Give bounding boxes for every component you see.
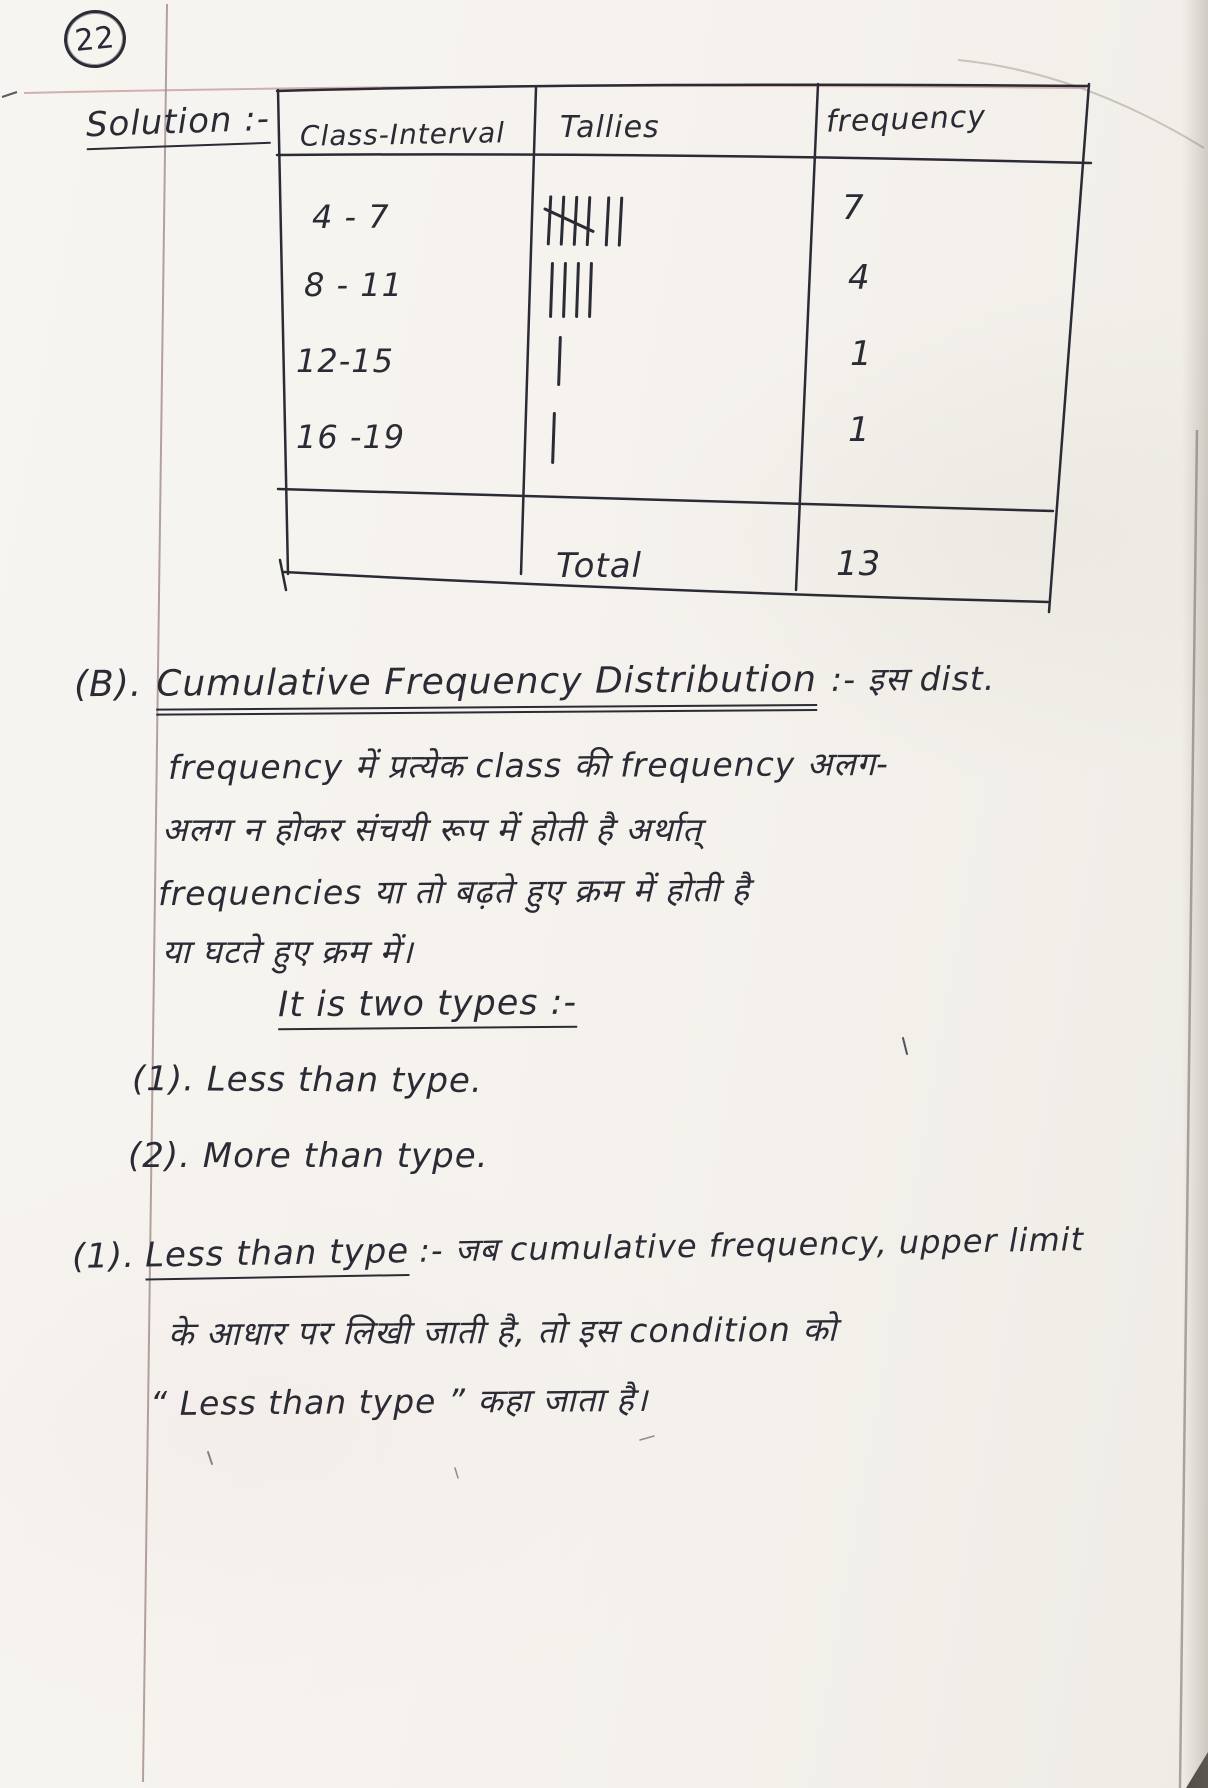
solution-label: Solution :-: [85, 99, 271, 150]
table-total-label: Total: [556, 546, 642, 586]
tally-marks: [558, 336, 561, 386]
section-b-heading: Cumulative Frequency Distribution: [156, 659, 817, 716]
tally-marks: [550, 262, 592, 318]
section-b-heading-line: [74, 655, 996, 706]
table-header-frequency: frequency: [825, 99, 987, 140]
less-than-marker: (1).: [71, 1235, 136, 1277]
section-b-body-line: अलग न होकर संचयी रूप में होती है अर्थात्: [162, 810, 702, 849]
table-row-class-interval: 16 -19: [296, 418, 406, 456]
table-row-class-interval: 4 - 7: [312, 198, 390, 236]
section-b-heading-suffix: :- इस dist.: [830, 658, 996, 699]
tally-bar: [547, 195, 553, 245]
less-than-heading: Less than type: [145, 1231, 410, 1281]
page-curl-line: [958, 60, 1204, 148]
less-than-line1-rest: :- जब cumulative frequency, upper limit: [418, 1220, 1085, 1270]
tally-marks: [548, 195, 623, 246]
page-number-circled: 22: [61, 7, 129, 71]
section-b-body-line: frequency में प्रत्येक class की frequency अलग-: [167, 744, 889, 787]
section-b-marker: (B).: [73, 663, 143, 706]
table-total-value: 13: [836, 544, 882, 584]
scan-edge-shade: [1182, 0, 1208, 1788]
type-item-more-than: (2). More than type.: [128, 1136, 489, 1176]
tally-group: [558, 336, 561, 386]
tally-group: [550, 262, 592, 318]
tally-group: [548, 195, 591, 246]
table-header-class-interval: Class-Interval: [299, 116, 506, 153]
tally-bar: [560, 196, 566, 246]
table-grid-lines: [277, 84, 1091, 612]
tally-bar: [586, 196, 592, 246]
tally-bar: [562, 262, 567, 318]
table-row-frequency: 7: [842, 188, 865, 228]
section-b-body-line: या घटते हुए क्रम में।: [162, 932, 414, 971]
type-item-less-than: (1). Less than type.: [131, 1059, 483, 1101]
table-row-class-interval: 12-15: [296, 342, 394, 380]
less-than-body-line: के आधार पर लिखी जाती है, तो इस condition को: [167, 1309, 838, 1354]
table-row-frequency: 1: [850, 334, 873, 374]
tally-bar: [605, 196, 611, 246]
section-b-body-line: frequencies या तो बढ़ते हुए क्रम में होती है: [157, 869, 751, 914]
tally-bar: [549, 262, 554, 318]
table-row-class-interval: 8 - 11: [304, 266, 403, 304]
table-row-frequency: 4: [848, 258, 871, 298]
types-heading: It is two types :-: [278, 983, 578, 1031]
tally-marks: [552, 412, 555, 464]
table-row-frequency: 1: [848, 410, 871, 450]
edge-mark: [2, 92, 17, 97]
tally-bar: [575, 262, 580, 318]
tally-group: [552, 412, 555, 464]
table-header-tallies: Tallies: [560, 110, 660, 145]
tally-group: [606, 196, 623, 246]
less-than-body-line: “ Less than type ” कहा जाता है।: [149, 1379, 649, 1424]
